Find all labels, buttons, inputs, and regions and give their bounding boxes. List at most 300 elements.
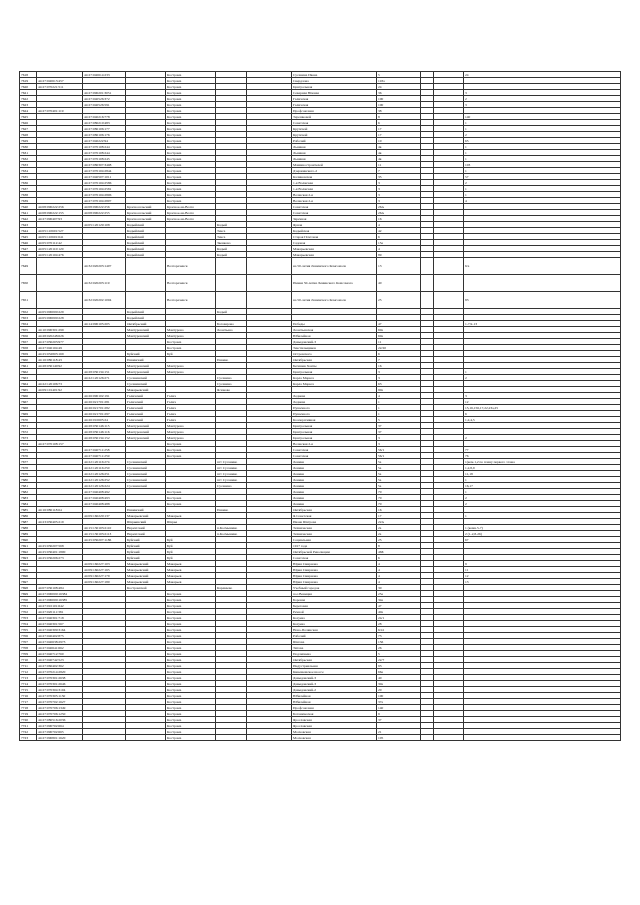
- street-cell: Октябрьской Революции: [292, 549, 377, 555]
- street-cell: Макарьевская: [292, 252, 377, 258]
- district-cell: Галичский: [126, 417, 166, 423]
- premises-cadastral-number-cell: 44:26:021701:297: [83, 411, 126, 417]
- district-cell: Кадыйский: [126, 246, 166, 252]
- house-number-cell: 156: [377, 639, 421, 645]
- house-number-cell: 17: [377, 513, 421, 519]
- city-cell: Кострома: [166, 150, 216, 156]
- street-cell: Советская: [292, 453, 377, 459]
- city-cell: Кострома: [166, 501, 216, 507]
- street-cell: Речной: [292, 609, 377, 615]
- building-cadastral-number-cell: 44:25:032803:169: [37, 351, 83, 357]
- building-cadastral-number-cell: 44:05:120110:120: [37, 246, 83, 252]
- house-number-cell: 100: [377, 102, 421, 108]
- street-cell: Крупской: [292, 132, 377, 138]
- city-cell: Буй: [166, 537, 216, 543]
- apartment-cell: 3: [464, 393, 621, 399]
- city-cell: Кострома: [166, 78, 216, 84]
- row-number-cell: 7716: [20, 693, 37, 699]
- house-number-cell: 5а: [377, 477, 421, 483]
- register-table-body: [20, 72, 621, 741]
- row-number-cell: 7644: [20, 228, 37, 234]
- street-cell: Ярославская: [292, 717, 377, 723]
- city-cell: Волгореченск: [166, 258, 216, 275]
- district-cell: Галичский: [126, 405, 166, 411]
- building-cadastral-number-cell: 44:27:000000:16384: [37, 591, 83, 597]
- house-number-cell: 22А: [377, 519, 421, 525]
- district-cell: Макарьевский: [126, 561, 166, 567]
- building-cadastral-number-cell: 44:27:040638:2973: [37, 639, 83, 645]
- house-number-cell: 37а: [377, 699, 421, 705]
- row-number-cell: 7640: [20, 204, 37, 210]
- row-number-cell: 7665: [20, 387, 37, 393]
- street-cell: Давыдовский-3: [292, 675, 377, 681]
- row-number-cell: 7713: [20, 675, 37, 681]
- settlement-cell: Кадый: [216, 222, 247, 228]
- settlement-cell: Ясюково: [216, 387, 247, 393]
- city-cell: Кострома: [166, 681, 216, 687]
- house-number-cell: 3: [377, 375, 421, 381]
- city-cell: Кострома: [166, 186, 216, 192]
- building-cadastral-number-cell: 44:27:040613:457: [37, 78, 83, 84]
- premises-cadastral-number-cell: 44:27:040711:258: [83, 447, 126, 453]
- row-number-cell: 7655: [20, 327, 37, 333]
- building-cell: [421, 275, 434, 292]
- apartment-cell: 103: [464, 162, 621, 168]
- district-cell: Мантуровский: [126, 423, 166, 429]
- house-number-cell: 6: [377, 120, 421, 126]
- house-number-cell: 3: [377, 369, 421, 375]
- street-cell: Давыдовский-3: [292, 339, 377, 345]
- row-number-cell: 7633: [20, 162, 37, 168]
- district-cell: Павинский: [126, 507, 166, 513]
- street-cell: Заречная: [292, 216, 377, 222]
- row-number-cell: 7694: [20, 561, 37, 567]
- row-number-cell: 7714: [20, 681, 37, 687]
- building-cadastral-number-cell: 44:27:040301:567: [37, 621, 83, 627]
- city-cell: Кострома: [166, 174, 216, 180]
- apartment-cell: 1: [464, 369, 621, 375]
- street-cell: Социальная: [292, 537, 377, 543]
- building-cadastral-number-cell: 44:28:030140:92: [37, 363, 83, 369]
- apartment-cell: 57: [464, 174, 621, 180]
- house-number-cell: 40а: [377, 609, 421, 615]
- street-cell: Садовая: [292, 240, 377, 246]
- street-cell: Боровая: [292, 597, 377, 603]
- building-cadastral-number-cell: 44:27:080516:2036: [37, 717, 83, 723]
- building-cadastral-number-cell: 44:27:090801:1620: [37, 735, 83, 741]
- house-number-cell: 24/1: [377, 615, 421, 621]
- row-number-cell: 7685: [20, 507, 37, 513]
- building-cadastral-number-cell: 44:22:120106:73: [37, 381, 83, 387]
- apartment-cell: 2: [464, 132, 621, 138]
- house-number-cell: 3: [377, 180, 421, 186]
- row-number-cell: 7721: [20, 723, 37, 729]
- building-cadastral-number-cell: 44:28:020248:626: [37, 333, 83, 339]
- apartment-cell: 13: [464, 579, 621, 585]
- building-cadastral-number-cell: 44:27:070702:1627: [37, 699, 83, 705]
- apartment-cell: 1,2,4,5: [464, 417, 621, 423]
- house-number-cell: 7: [377, 168, 421, 174]
- premises-cadastral-number-cell: 44:27:070108:244: [83, 144, 126, 150]
- city-cell: Кострома: [166, 591, 216, 597]
- district-cell: Макарьевский: [126, 579, 166, 585]
- city-cell: Кострома: [166, 345, 216, 351]
- house-number-cell: 37: [377, 423, 421, 429]
- city-cell: Кострома: [166, 489, 216, 495]
- street-cell: Юбилейная: [292, 693, 377, 699]
- apartment-cell: 12: [464, 573, 621, 579]
- settlement-cell: Сусанино: [216, 483, 247, 489]
- house-number-cell: 3: [377, 198, 421, 204]
- house-number-cell: 6/41: [377, 627, 421, 633]
- house-number-cell: 22/7: [377, 657, 421, 663]
- premises-cadastral-number-cell: 44:32:020202:1004: [83, 292, 126, 309]
- premises-cadastral-number-cell: 44:22:120126:224: [83, 483, 126, 489]
- settlement-cell: Кадый: [216, 309, 247, 315]
- row-number-cell: 7700: [20, 597, 37, 603]
- building-cadastral-number-cell: 44:27:070221:511: [37, 84, 83, 90]
- street-cell: Ленина: [292, 483, 377, 489]
- city-cell: Кострома: [166, 699, 216, 705]
- street-cell: Давыдовский-2: [292, 687, 377, 693]
- city-cell: Мантурово: [166, 369, 216, 375]
- street-cell: Козуева: [292, 621, 377, 627]
- premises-cadastral-number-cell: 44:09:160227:165: [83, 567, 126, 573]
- house-number-cell: 4: [377, 561, 421, 567]
- row-number-cell: 7626: [20, 120, 37, 126]
- street-cell: 1917 года: [292, 543, 377, 549]
- district-cell: Мантуровский: [126, 369, 166, 375]
- apartment-cell: 1: [464, 477, 621, 483]
- settlement-cell: Леонтьево: [216, 327, 247, 333]
- row-number-cell: 7631: [20, 150, 37, 156]
- house-number-cell: 5а: [377, 465, 421, 471]
- row-number-cell: 7651: [20, 292, 37, 309]
- district-cell: Буйский: [126, 543, 166, 549]
- row-number-cell: 7684: [20, 501, 37, 507]
- district-cell: Кадыйский: [126, 309, 166, 315]
- locality-cell: [247, 292, 292, 309]
- row-number-cell: 7677: [20, 459, 37, 465]
- house-number-cell: 5: [377, 651, 421, 657]
- row-number-cell: 7681: [20, 483, 37, 489]
- apartment-cell: 4: [464, 198, 621, 204]
- city-cell: Кострома: [166, 441, 216, 447]
- row-number-cell: 7647: [20, 246, 37, 252]
- house-number-cell: 70: [377, 495, 421, 501]
- building-cadastral-number-cell: 44:27:040301:718: [37, 615, 83, 621]
- city-cell: Мантурово: [166, 327, 216, 333]
- apartment-cell: 83: [464, 292, 621, 309]
- apartment-cell: 1: [464, 120, 621, 126]
- house-number-cell: 56/1: [377, 447, 421, 453]
- row-number-cell: 7624: [20, 108, 37, 114]
- premises-cadastral-number-cell: 44:26:090102:191: [83, 393, 126, 399]
- city-cell: Кострома: [166, 669, 216, 675]
- district-cell: Галичский: [126, 411, 166, 417]
- row-number-cell: 7639: [20, 198, 37, 204]
- premises-cadastral-number-cell: 44:22:120126:271: [83, 375, 126, 381]
- house-number-cell: 1: [377, 411, 421, 417]
- district-cell: Сусанинский: [126, 459, 166, 465]
- house-number-cell: 9: [377, 711, 421, 717]
- house-number-cell: 16: [377, 507, 421, 513]
- premises-cadastral-number-cell: 44:09:160220:137: [83, 513, 126, 519]
- row-number-cell: 7707: [20, 639, 37, 645]
- row-number-cell: 7682: [20, 489, 37, 495]
- street-cell: Московская: [292, 735, 377, 741]
- row-number-cell: 7629: [20, 138, 37, 144]
- district-cell: Павинский: [126, 357, 166, 363]
- city-cell: Макарьев: [166, 567, 216, 573]
- building-cadastral-number-cell: 44:27:070301:2646: [37, 681, 83, 687]
- row-number-cell: 7660: [20, 357, 37, 363]
- building-cadastral-number-cell: 44:27:060402:362: [37, 663, 83, 669]
- row-number-cell: 7625: [20, 114, 37, 120]
- city-cell: Кострома: [166, 711, 216, 717]
- apartment-cell: 1(ком.1,2 по плану первого этажа: [464, 459, 621, 465]
- house-number-cell: 1: [377, 399, 421, 405]
- premises-cadastral-number-cell: 44:08:090222:255: [83, 210, 126, 216]
- street-cell: Волжская 2-я: [292, 192, 377, 198]
- row-number-cell: 7672: [20, 429, 37, 435]
- city-cell: Кострома: [166, 90, 216, 96]
- city-cell: Кострома: [166, 729, 216, 735]
- house-number-cell: 5: [377, 72, 421, 78]
- house-number-cell: 37: [377, 429, 421, 435]
- city-cell: Кострома: [166, 705, 216, 711]
- house-number-cell: 5а: [377, 483, 421, 489]
- row-number-cell: 7632: [20, 156, 37, 162]
- house-number-cell: 8: [377, 543, 421, 549]
- street-cell: Техническая: [292, 525, 377, 531]
- house-number-cell: 70: [377, 501, 421, 507]
- house-number-cell: 105: [377, 735, 421, 741]
- house-number-cell: 30: [377, 585, 421, 591]
- premises-cadastral-number-cell: 44:26:021701:282: [83, 405, 126, 411]
- house-number-cell: 6: [377, 555, 421, 561]
- row-number-cell: 7723: [20, 735, 37, 741]
- row-number-cell: 7664: [20, 381, 37, 387]
- premises-cadastral-number-cell: 44:22:120126:251: [83, 471, 126, 477]
- premises-cadastral-number-cell: 44:28:030146:115: [83, 423, 126, 429]
- premises-cadastral-number-cell: 44:27:080106:176: [83, 132, 126, 138]
- row-number-cell: 7683: [20, 495, 37, 501]
- apartment-cell: [464, 275, 621, 292]
- street-cell: Ленина: [292, 495, 377, 501]
- city-cell: Кострома: [166, 144, 216, 150]
- premises-cadastral-number-cell: 44:27:080307:3408: [83, 162, 126, 168]
- district-cell: Нерехтский: [126, 525, 166, 531]
- district-cell: Сусанинский: [126, 375, 166, 381]
- premises-cadastral-number-cell: 44:26:010605:24: [83, 417, 126, 423]
- district-cell: Красносельский: [126, 204, 166, 210]
- city-cell: Кострома: [166, 156, 216, 162]
- corpus-cell: [434, 735, 464, 741]
- apartment-cell: 1: [464, 168, 621, 174]
- row-number-cell: 7674: [20, 441, 37, 447]
- street-cell: Бегишев Ханты: [292, 363, 377, 369]
- city-cell: Кострома: [166, 597, 216, 603]
- row-number-cell: 7711: [20, 663, 37, 669]
- row-number-cell: 7690: [20, 537, 37, 543]
- district-cell: Кадыйский: [126, 240, 166, 246]
- city-cell: Кострома: [166, 675, 216, 681]
- settlement-cell: п.Космынино: [216, 525, 247, 531]
- building-cadastral-number-cell: 44:27:070706:1250: [37, 711, 83, 717]
- building-cell: [421, 735, 434, 741]
- street-cell: Центральная: [292, 435, 377, 441]
- city-cell: Кострома: [166, 168, 216, 174]
- row-number-cell: 7695: [20, 567, 37, 573]
- building-cadastral-number-cell: 44:25:030207:568: [37, 543, 83, 549]
- city-cell: Красное-на-Волге: [166, 204, 216, 210]
- city-cell: Красное-на-Волге: [166, 210, 216, 216]
- district-cell: [126, 735, 166, 741]
- premises-cadastral-number-cell: 44:27:040526:372: [83, 96, 126, 102]
- settlement-cell: Звенково: [216, 240, 247, 246]
- district-cell: Красносельский: [126, 210, 166, 216]
- building-cadastral-number-cell: 44:27:010101:642: [37, 603, 83, 609]
- row-number-cell: 7680: [20, 477, 37, 483]
- settlement-cell: пгт Сусанино: [216, 459, 247, 465]
- city-cell: Кострома: [166, 615, 216, 621]
- house-number-cell: 4: [377, 567, 421, 573]
- row-number-cell: 7619: [20, 78, 37, 84]
- house-number-cell: 89: [377, 252, 421, 258]
- settlement-cell: Текса: [216, 228, 247, 234]
- building-cadastral-number-cell: 44:05:110601:527: [37, 228, 83, 234]
- city-cell: Кострома: [166, 693, 216, 699]
- building-cadastral-number-cell: 44:07:030108:484: [37, 585, 83, 591]
- street-cell: Юрия Смирнова: [292, 573, 377, 579]
- row-number-cell: 7701: [20, 603, 37, 609]
- row-number-cell: 7697: [20, 579, 37, 585]
- street-cell: Кинешемское шоссе: [292, 669, 377, 675]
- row-number-cell: 7709: [20, 651, 37, 657]
- district-cell: Сусанинский: [126, 465, 166, 471]
- district-cell: Нерехтский: [126, 531, 166, 537]
- table-row: [20, 258, 621, 275]
- premises-cadastral-number-cell: 44:15:130103:2110: [83, 525, 126, 531]
- house-number-cell: 34а: [377, 597, 421, 603]
- street-cell: Ярославская: [292, 723, 377, 729]
- city-cell: Кострома: [166, 126, 216, 132]
- street-cell: Учебный городок: [292, 585, 377, 591]
- apartment-cell: 1: [464, 156, 621, 162]
- street-cell: Техническая: [292, 531, 377, 537]
- city-cell: Волгореченск: [166, 275, 216, 292]
- settlement-cell: [216, 258, 247, 275]
- row-number-cell: 7704: [20, 621, 37, 627]
- house-number-cell: 3: [377, 435, 421, 441]
- row-number-cell: 7712: [20, 669, 37, 675]
- district-cell: Кадыйский: [126, 252, 166, 258]
- building-cadastral-number-cell: 44:27:040641:662: [37, 645, 83, 651]
- street-cell: Юрия Смирнова: [292, 561, 377, 567]
- district-cell: [126, 292, 166, 309]
- settlement-cell: Павино: [216, 507, 247, 513]
- row-number-cell: 7648: [20, 252, 37, 258]
- row-number-cell: 7719: [20, 711, 37, 717]
- district-cell: Кадыйский: [126, 315, 166, 321]
- house-number-cell: 93: [377, 663, 421, 669]
- premises-cadastral-number-cell: 44:28:030134:152: [83, 435, 126, 441]
- city-cell: Кострома: [166, 609, 216, 615]
- district-cell: Кадыйский: [126, 222, 166, 228]
- city-cell: Кострома: [166, 621, 216, 627]
- row-number-cell: 7661: [20, 363, 37, 369]
- city-cell: Буй: [166, 549, 216, 555]
- street-cell: Свердлова: [292, 78, 377, 84]
- row-number-cell: 7687: [20, 519, 37, 525]
- street-cell: Калиновская: [292, 174, 377, 180]
- city-cell: Мантурово: [166, 363, 216, 369]
- premises-cadastral-number-cell: 44:27:040408:492: [83, 489, 126, 495]
- house-number-cell: 28: [377, 621, 421, 627]
- row-number-cell: 7715: [20, 687, 37, 693]
- building-cadastral-number-cell: [37, 292, 83, 309]
- street-cell: Пушечного: [292, 405, 377, 411]
- premises-cadastral-number-cell: [83, 735, 126, 741]
- city-cell: Мантурово: [166, 435, 216, 441]
- premises-cadastral-number-cell: 44:27:070104:2844: [83, 168, 126, 174]
- settlement-cell: п.Космынино: [216, 531, 247, 537]
- district-cell: Шарьинский: [126, 519, 166, 525]
- row-number-cell: 7705: [20, 627, 37, 633]
- house-number-cell: 47: [377, 321, 421, 327]
- building-cadastral-number-cell: 44:25:030401:1800: [37, 549, 83, 555]
- row-number-cell: 7621: [20, 90, 37, 96]
- city-cell: Макарьев: [166, 513, 216, 519]
- row-number-cell: 7663: [20, 375, 37, 381]
- district-cell: Галичский: [126, 399, 166, 405]
- house-number-cell: 37: [377, 717, 421, 723]
- premises-cadastral-number-cell: 44:14:090105:205: [83, 321, 126, 327]
- house-number-cell: 60а: [377, 333, 421, 339]
- apartment-cell: 15,16,156,17,22,23а,25: [464, 405, 621, 411]
- house-number-cell: 5а: [377, 459, 421, 465]
- house-number-cell: 100: [377, 96, 421, 102]
- street-cell: Старая Почтовая: [292, 234, 377, 240]
- row-number-cell: 7693: [20, 555, 37, 561]
- row-number-cell: 7686: [20, 513, 37, 519]
- city-cell: Макарьев: [166, 573, 216, 579]
- house-number-cell: 26А: [377, 210, 421, 216]
- building-cadastral-number-cell: 44:10:090301:299: [37, 327, 83, 333]
- building-cadastral-number-cell: 44:27:070214:2820: [37, 669, 83, 675]
- row-number-cell: 7623: [20, 102, 37, 108]
- apartment-cell: 1 (комн.5-7): [464, 525, 621, 531]
- settlement-cell: пгт Сусанино: [216, 465, 247, 471]
- apartment-cell: 2: [464, 501, 621, 507]
- house-number-cell: 7: [377, 357, 421, 363]
- district-cell: [126, 275, 166, 292]
- apartment-cell: 12: [464, 399, 621, 405]
- street-cell: Галичская: [292, 102, 377, 108]
- corpus-cell: [434, 258, 464, 275]
- premises-cadastral-number-cell: 44:32:020203:1407: [83, 258, 126, 275]
- settlement-cell: [216, 735, 247, 741]
- row-number-cell: 7717: [20, 699, 37, 705]
- street-cell: Козуева: [292, 615, 377, 621]
- house-number-cell: 4в: [377, 150, 421, 156]
- row-number-cell: 7696: [20, 573, 37, 579]
- city-cell: Кострома: [166, 627, 216, 633]
- premises-cadastral-number-cell: 44:27:040222:94: [83, 138, 126, 144]
- row-number-cell: 7692: [20, 549, 37, 555]
- apartment-cell: 9: [464, 561, 621, 567]
